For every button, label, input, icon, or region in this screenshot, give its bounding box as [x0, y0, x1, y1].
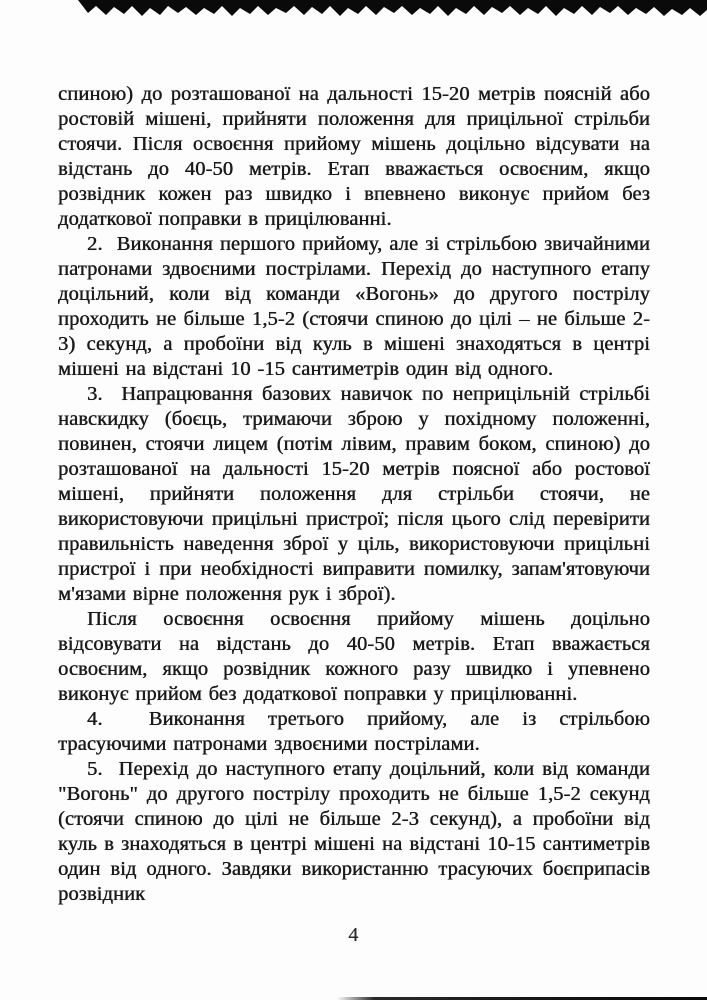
- paragraph-item-4: 4. Виконання третього прийому, але із стрільбою трасуючими патронами здвоєними пострілами.: [58, 708, 650, 755]
- page-number: 4: [348, 924, 359, 946]
- paragraph-item-2: 2. Виконання першого прийому, але зі стрільбою звичайними патронами здвоєними пострілами. Перехід до наступного етапу доцільний, коли від команди «Вогонь» до другого пострілу проходить не більше 1,5-2 (стоячи спиною до цілі – не більше 2-3) секунд, а пробоїни від куль в мішені знаходяться в центрі мішені на відстані 10 -15 сантиметрів один від одного.: [58, 233, 650, 380]
- body-text: [58, 82, 650, 907]
- scan-torn-edge-artifact: [0, 0, 707, 22]
- paragraph-continuation: спиною) до розташованої на дальності 15-20 метрів поясній або ростовій мішені, прийняти положення для прицільної стрільби стоячи. Після освоєння прийому мішень доцільно відсувати на відстань до 40-50 метрів. Етап вважається освоєним, якщо розвідник кожен раз швидко і впевнено виконує прийом без додаткової поправки в прицілюванні.: [58, 83, 650, 230]
- paragraph-item-3: 3. Напрацювання базових навичок по неприцільній стрільбі навскидку (боєць, тримаючи зброю у похідному положенні, повинен, стоячи лицем (потім лівим, правим боком, спиною) до розташованої на дальності 15-20 метрів поясної або ростової мішені, прийняти положення для стрільби стоячи, не використовуючи прицільні пристрої; після цього слід перевірити правильність наведення зброї у ціль, використовуючи прицільні пристрої і при необхідності виправити помилку, запам'ятовуючи м'язами вірне положення рук і зброї).: [58, 383, 650, 605]
- paragraph-after-item-3: Після освоєння освоєння прийому мішень доцільно відсовувати на відстань до 40-50 метрів. Етап вважається освоєним, якщо розвідник кожного разу швидко і упевнено виконує прийом без додаткової поправки у прицілюванні.: [58, 608, 650, 705]
- paragraph-item-5: 5. Перехід до наступного етапу доцільний, коли від команди "Вогонь" до другого пострілу проходить не більше 1,5-2 секунд (стоячи спиною до цілі не більше 2-3 секунд), а пробоїни від куль в знаходяться в центрі мішені на відстані 10-15 сантиметрів один від одного. Завдяки використанню трасуючих боєприпасів розвідник: [58, 758, 650, 905]
